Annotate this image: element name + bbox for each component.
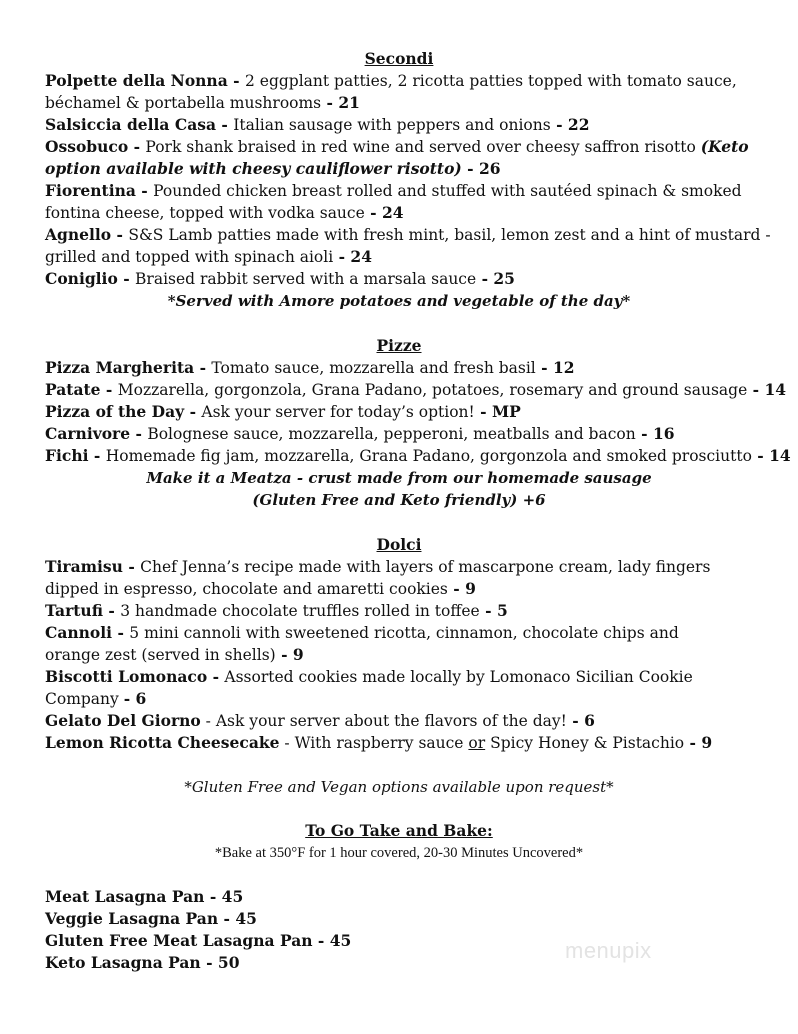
item-desc: Ask your server about the flavors of the day!: [215, 712, 567, 730]
pizze-heading: Pizze: [376, 336, 422, 355]
keto-note: (Keto: [700, 137, 749, 156]
item-desc: Assorted cookies made locally by Lomonaco Sicilian Cookie: [224, 668, 693, 686]
item-name: Fichi: [45, 446, 89, 465]
item-sep: -: [184, 402, 202, 421]
item-sep: -: [112, 623, 130, 642]
item-desc: 3 handmade chocolate truffles rolled in toffee: [120, 602, 480, 620]
item-price: - 21: [321, 93, 360, 112]
menu-item-fiorentina: [45, 180, 745, 224]
item-price: - 9: [684, 733, 713, 752]
pan-item-meat-lasagna: Meat Lasagna Pan - 45: [45, 887, 244, 906]
item-sep: -: [117, 269, 136, 288]
menu-item-patate: [45, 379, 787, 401]
item-desc: Ask your server for today’s option!: [201, 403, 475, 421]
item-desc: S&S Lamb patties made with fresh mint, basil, lemon zest and a hint of mustard -: [128, 226, 771, 244]
item-price: - MP: [474, 402, 521, 421]
item-name: Biscotti Lomonaco: [45, 667, 208, 686]
item-price: - 14: [747, 380, 787, 399]
item-sep: -: [130, 424, 148, 443]
item-price: - 25: [476, 269, 515, 288]
meatza-note-2: (Gluten Free and Keto friendly) +6: [252, 491, 546, 509]
menu-item-fichi: [45, 445, 791, 467]
item-name: Fiorentina: [45, 181, 136, 200]
item-name: Agnello: [45, 225, 112, 244]
item-sep: -: [135, 181, 154, 200]
item-sep: -: [207, 667, 225, 686]
item-name: Lemon Ricotta Cheesecake: [45, 733, 280, 752]
item-name: Polpette della Nonna: [45, 71, 228, 90]
item-name: Cannoli: [45, 623, 113, 642]
item-sep: -: [227, 71, 245, 90]
secondi-served-note: *Served with Amore potatoes and vegetable of the day*: [167, 292, 631, 310]
to-go-heading: To Go Take and Bake:: [305, 821, 493, 840]
item-name: Coniglio: [45, 269, 118, 288]
item-desc: Homemade fig jam, mozzarella, Grana Padano, gorgonzola and smoked prosciutto: [105, 447, 752, 465]
menu-item-ossobuco: [45, 136, 749, 180]
item-sep: -: [111, 225, 129, 244]
item-price: - 6: [566, 711, 595, 730]
menu-item-margherita: [45, 357, 745, 379]
item-desc: 2 eggplant patties, 2 ricotta patties topped with tomato sauce,: [244, 72, 737, 90]
item-desc: Italian sausage with peppers and onions: [233, 116, 551, 134]
item-desc-cont: grilled and topped with spinach aioli: [45, 248, 334, 266]
item-desc: With raspberry sauce: [294, 734, 469, 752]
item-sep: -: [122, 557, 141, 576]
item-desc-b: Spicy Honey & Pistachio: [485, 734, 685, 752]
keto-note-cont: option available with cheesy cauliflower risotto): [45, 159, 462, 178]
menu-item-pizza-of-the-day: [45, 401, 745, 423]
item-price: - 5: [479, 601, 508, 620]
item-desc-cont: orange zest (served in shells): [45, 646, 276, 664]
menu-item-polpette: [45, 70, 745, 114]
item-sep: -: [200, 712, 216, 730]
secondi-heading: Secondi: [364, 49, 434, 68]
menu-item-tiramisu: [45, 556, 745, 600]
menu-item-cannoli: [45, 622, 745, 666]
item-price: - 9: [275, 645, 304, 664]
item-name: Gelato Del Giorno: [45, 711, 201, 730]
item-name: Patate: [45, 380, 101, 399]
item-sep: -: [100, 380, 118, 399]
item-desc-or: or: [468, 734, 486, 752]
item-desc-cont: fontina cheese, topped with vodka sauce: [45, 204, 365, 222]
item-sep: -: [279, 734, 295, 752]
gluten-free-vegan-note: *Gluten Free and Vegan options available upon request*: [184, 778, 614, 796]
item-desc: Pounded chicken breast rolled and stuffed with sautéed spinach & smoked: [153, 182, 742, 200]
menu-item-salsiccia: [45, 114, 745, 136]
pan-item-keto-lasagna: Keto Lasagna Pan - 50: [45, 953, 240, 972]
item-name: Pizza of the Day: [45, 402, 185, 421]
item-sep: -: [102, 601, 121, 620]
item-sep: -: [194, 358, 212, 377]
item-sep: -: [128, 137, 146, 156]
item-sep: -: [88, 446, 106, 465]
menu-item-gelato: [45, 710, 745, 732]
item-price: - 22: [550, 115, 590, 134]
item-desc: 5 mini cannoli with sweetened ricotta, cinnamon, chocolate chips and: [129, 624, 679, 642]
item-name: Pizza Margherita: [45, 358, 195, 377]
menu-item-cheesecake: [45, 732, 745, 754]
menu-item-tartufi: [45, 600, 745, 622]
item-name: Carnivore: [45, 424, 131, 443]
item-desc: Tomato sauce, mozzarella and fresh basil: [211, 359, 536, 377]
item-desc-cont: Company: [45, 690, 124, 708]
item-desc: Bolognese sauce, mozzarella, pepperoni, meatballs and bacon: [147, 425, 636, 443]
item-price: - 24: [333, 247, 372, 266]
item-desc: Mozzarella, gorgonzola, Grana Padano, potatoes, rosemary and ground sausage: [117, 381, 748, 399]
item-name: Salsiccia della Casa: [45, 115, 217, 134]
menu-item-carnivore: [45, 423, 745, 445]
bake-instructions: *Bake at 350°F for 1 hour covered, 20-30 Minutes Uncovered*: [214, 845, 584, 861]
item-price: - 9: [447, 579, 476, 598]
item-desc: Pork shank braised in red wine and served over cheesy saffron risotto: [145, 138, 701, 156]
item-price: - 12: [535, 358, 575, 377]
item-price: - 6: [123, 689, 147, 708]
meatza-note: Make it a Meatza - crust made from our homemade sausage: [146, 469, 652, 487]
menu-item-coniglio: [45, 268, 745, 290]
item-name: Tartufi: [45, 601, 103, 620]
item-sep: -: [216, 115, 234, 134]
item-desc-cont: béchamel & portabella mushrooms: [45, 94, 322, 112]
item-name: Tiramisu: [45, 557, 123, 576]
item-desc: Chef Jenna’s recipe made with layers of mascarpone cream, lady fingers: [140, 558, 711, 576]
menu-item-agnello: [45, 224, 771, 268]
dolci-heading: Dolci: [376, 535, 422, 554]
pan-item-veggie-lasagna: Veggie Lasagna Pan - 45: [45, 909, 257, 928]
item-desc: Braised rabbit served with a marsala sauce: [135, 270, 477, 288]
menupix-watermark: menupix: [565, 938, 652, 963]
pan-item-gluten-free-lasagna: Gluten Free Meat Lasagna Pan - 45: [45, 931, 352, 950]
item-desc-cont: dipped in espresso, chocolate and amaretti cookies: [45, 580, 448, 598]
item-price: - 24: [364, 203, 404, 222]
item-price: - 14: [751, 446, 791, 465]
item-name: Ossobuco: [45, 137, 129, 156]
item-price: - 16: [635, 424, 675, 443]
menu-item-biscotti: [45, 666, 745, 710]
item-price: - 26: [461, 159, 501, 178]
